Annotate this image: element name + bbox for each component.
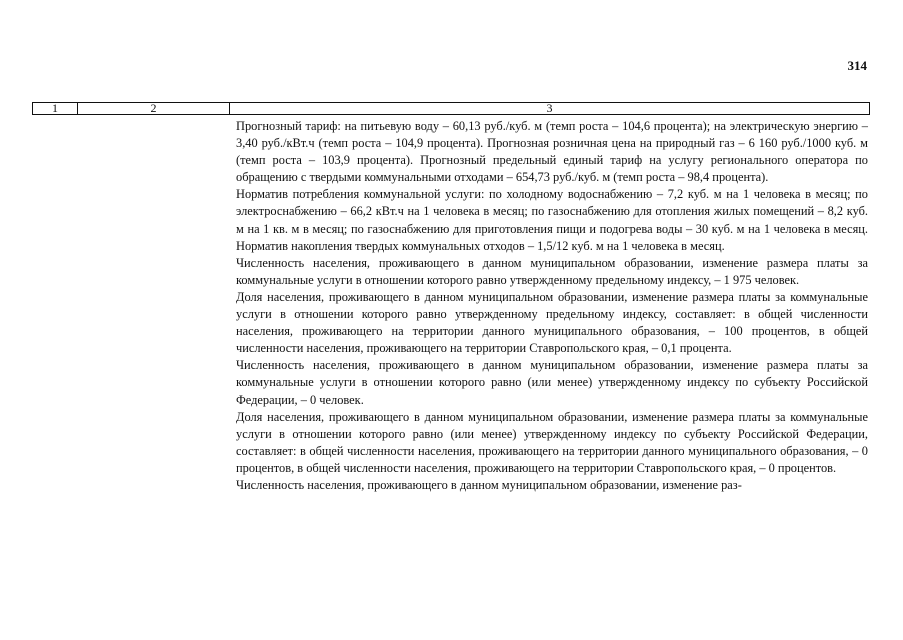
paragraph-continued: Численность населения, проживающего в данном муниципальном образовании, изменение раз- (236, 477, 742, 492)
paragraph-share-limit-index: Доля населения, проживающего в данном муниципальном образовании, изменение размера платы за коммунальные услуги в отношении которого равно утвержденному предельному индексу, составляет: в общей численности населения, проживающего на территории данного муниципального образования, – 100 процентов, в общей численности населения, проживающего на территории Ставропольского края, – 0,1 процента. (236, 289, 868, 356)
paragraph-consumption-norms: Норматив потребления коммунальной услуги: по холодному водоснабжению – 7,2 куб. м на 1 человека в месяц; по электроснабжению – 66,2 кВт.ч на 1 человека в месяц; по газоснабжению для отопления жилых помещений – 8,2 куб. м на 1 кв. м в месяц; по газоснабжению для приготовления пищи и подогрева воды – 30 куб. м на 1 человека в месяц. Норматив накопления твердых коммунальных отходов – 1,5/12 куб. м на 1 человека в месяц. (236, 187, 868, 253)
table-header-row (32, 102, 870, 115)
paragraph-population-limit-index: Численность населения, проживающего в данном муниципальном образовании, изменение размера платы за коммунальные услуги в отношении которого равно утвержденному предельному индексу, – 1 975 человек. (236, 255, 868, 287)
document-body (236, 118, 868, 494)
page-number: 314 (847, 58, 867, 73)
paragraph-share-subject-index: Доля населения, проживающего в данном муниципальном образовании, изменение размера платы за коммунальные услуги в отношении которого равно (или менее) утвержденному индексу по субъекту Российской Федерации, составляет: в общей численности населения, проживающего на территории данного муниципального образования, – 0 процентов, в общей численности населения, проживающего на территории Ставропольского края, – 0 процентов. (236, 409, 868, 475)
column-header-1: 1 (33, 103, 78, 114)
paragraph-forecast-tariffs: Прогнозный тариф: на питьевую воду – 60,13 руб./куб. м (темп роста – 104,6 процента); на электрическую энергию – 3,40 руб./кВт.ч (темп роста – 104,9 процента). Прогнозная розничная цена на природный газ – 6 160 руб./1000 куб. м (темп роста – 103,9 процента). Прогнозный предельный единый тариф на услугу регионального оператора по обращению с твердыми коммунальными отходами – 654,73 руб./куб. м (темп роста – 98,4 процента). (236, 119, 868, 185)
column-header-3: 3 (546, 101, 553, 115)
paragraph-population-subject-index: Численность населения, проживающего в данном муниципальном образовании, изменение размера платы за коммунальные услуги в отношении которого равно (или менее) утвержденному индексу по субъекту Российской Федерации, – 0 человек. (236, 358, 868, 407)
column-header-2: 2 (78, 103, 230, 114)
